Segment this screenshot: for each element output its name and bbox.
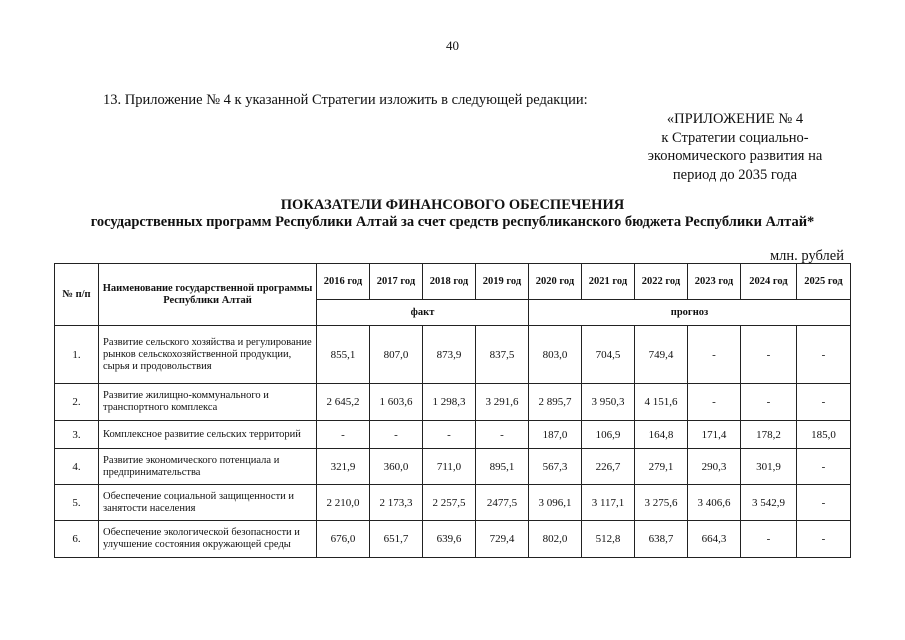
value-cell: 2 257,5 — [423, 485, 476, 521]
header-year: 2018 год — [423, 264, 476, 300]
value-cell: 873,9 — [423, 326, 476, 384]
value-cell: 171,4 — [688, 421, 741, 449]
program-name: Развитие экономического потенциала и предпринимательства — [99, 449, 317, 485]
financing-table — [54, 263, 851, 558]
page-number: 40 — [446, 38, 459, 53]
value-cell: 1 298,3 — [423, 384, 476, 421]
appendix-heading — [630, 110, 840, 184]
value-cell: - — [688, 326, 741, 384]
value-cell: 3 291,6 — [476, 384, 529, 421]
value-cell: 567,3 — [529, 449, 582, 485]
value-cell: - — [741, 384, 797, 421]
value-cell: - — [797, 485, 851, 521]
value-cell: 512,8 — [582, 521, 635, 558]
value-cell: - — [476, 421, 529, 449]
header-year: 2022 год — [635, 264, 688, 300]
value-cell: 802,0 — [529, 521, 582, 558]
value-cell: 290,3 — [688, 449, 741, 485]
value-cell: - — [797, 449, 851, 485]
value-cell: 2 895,7 — [529, 384, 582, 421]
value-cell: 855,1 — [317, 326, 370, 384]
row-number: 1. — [55, 326, 99, 384]
value-cell: 3 542,9 — [741, 485, 797, 521]
value-cell: - — [741, 326, 797, 384]
value-cell: 3 275,6 — [635, 485, 688, 521]
value-cell: 1 603,6 — [370, 384, 423, 421]
value-cell: 676,0 — [317, 521, 370, 558]
value-cell: 803,0 — [529, 326, 582, 384]
value-cell: 837,5 — [476, 326, 529, 384]
table-row — [55, 326, 851, 384]
intro-paragraph: 13. Приложение № 4 к указанной Стратегии изложить в следующей редакции: — [103, 92, 588, 108]
header-name: Наименование государственной программы Республики Алтай — [99, 264, 317, 326]
header-year: 2024 год — [741, 264, 797, 300]
value-cell: - — [317, 421, 370, 449]
header-year: 2017 год — [370, 264, 423, 300]
value-cell: 749,4 — [635, 326, 688, 384]
row-number: 2. — [55, 384, 99, 421]
value-cell: 651,7 — [370, 521, 423, 558]
program-name: Обеспечение социальной защищенности и занятости населения — [99, 485, 317, 521]
value-cell: 164,8 — [635, 421, 688, 449]
header-year: 2021 год — [582, 264, 635, 300]
header-year: 2023 год — [688, 264, 741, 300]
value-cell: 729,4 — [476, 521, 529, 558]
value-cell: 226,7 — [582, 449, 635, 485]
value-cell: 3 950,3 — [582, 384, 635, 421]
value-cell: 664,3 — [688, 521, 741, 558]
value-cell: 178,2 — [741, 421, 797, 449]
value-cell: 360,0 — [370, 449, 423, 485]
value-cell: 711,0 — [423, 449, 476, 485]
value-cell: 4 151,6 — [635, 384, 688, 421]
header-fact: факт — [317, 300, 529, 326]
value-cell: 807,0 — [370, 326, 423, 384]
appendix-line-2: к Стратегии социально- — [661, 129, 809, 146]
table-row — [55, 384, 851, 421]
document-subtitle: государственных программ Республики Алтай за счет средств республиканского бюджета Республики Алтай* — [90, 214, 815, 230]
program-name: Развитие жилищно-коммунального и транспортного комплекса — [99, 384, 317, 421]
value-cell: 3 096,1 — [529, 485, 582, 521]
units-label: млн. рублей — [770, 248, 844, 264]
header-year: 2016 год — [317, 264, 370, 300]
table-row — [55, 521, 851, 558]
table-row — [55, 421, 851, 449]
value-cell: 321,9 — [317, 449, 370, 485]
row-number: 6. — [55, 521, 99, 558]
header-year: 2019 год — [476, 264, 529, 300]
value-cell: 2477,5 — [476, 485, 529, 521]
value-cell: 2 210,0 — [317, 485, 370, 521]
appendix-line-4: период до 2035 года — [672, 166, 798, 183]
program-name: Развитие сельского хозяйства и регулирование рынков сельскохозяйственной продукции, сырья и продовольствия — [99, 326, 317, 384]
value-cell: 2 173,3 — [370, 485, 423, 521]
header-row-years — [55, 264, 851, 300]
value-cell: 3 117,1 — [582, 485, 635, 521]
value-cell: 704,5 — [582, 326, 635, 384]
value-cell: 187,0 — [529, 421, 582, 449]
row-number: 5. — [55, 485, 99, 521]
value-cell: 279,1 — [635, 449, 688, 485]
value-cell: 185,0 — [797, 421, 851, 449]
value-cell: - — [797, 326, 851, 384]
program-name: Обеспечение экологической безопасности и улучшение состояния окружающей среды — [99, 521, 317, 558]
header-forecast: прогноз — [529, 300, 851, 326]
document-title: ПОКАЗАТЕЛИ ФИНАНСОВОГО ОБЕСПЕЧЕНИЯ — [280, 197, 625, 213]
header-num: № п/п — [55, 264, 99, 326]
value-cell: - — [423, 421, 476, 449]
table-row — [55, 485, 851, 521]
value-cell: - — [688, 384, 741, 421]
appendix-line-3: экономического развития на — [647, 148, 823, 164]
header-year: 2025 год — [797, 264, 851, 300]
value-cell: 638,7 — [635, 521, 688, 558]
value-cell: 639,6 — [423, 521, 476, 558]
row-number: 4. — [55, 449, 99, 485]
table-row — [55, 449, 851, 485]
value-cell: - — [370, 421, 423, 449]
row-number: 3. — [55, 421, 99, 449]
program-name: Комплексное развитие сельских территорий — [99, 421, 317, 449]
value-cell: 3 406,6 — [688, 485, 741, 521]
value-cell: 106,9 — [582, 421, 635, 449]
value-cell: - — [797, 521, 851, 558]
value-cell: 895,1 — [476, 449, 529, 485]
value-cell: 2 645,2 — [317, 384, 370, 421]
value-cell: - — [741, 521, 797, 558]
header-year: 2020 год — [529, 264, 582, 300]
value-cell: 301,9 — [741, 449, 797, 485]
value-cell: - — [797, 384, 851, 421]
appendix-line-1: «ПРИЛОЖЕНИЕ № 4 — [666, 111, 804, 127]
